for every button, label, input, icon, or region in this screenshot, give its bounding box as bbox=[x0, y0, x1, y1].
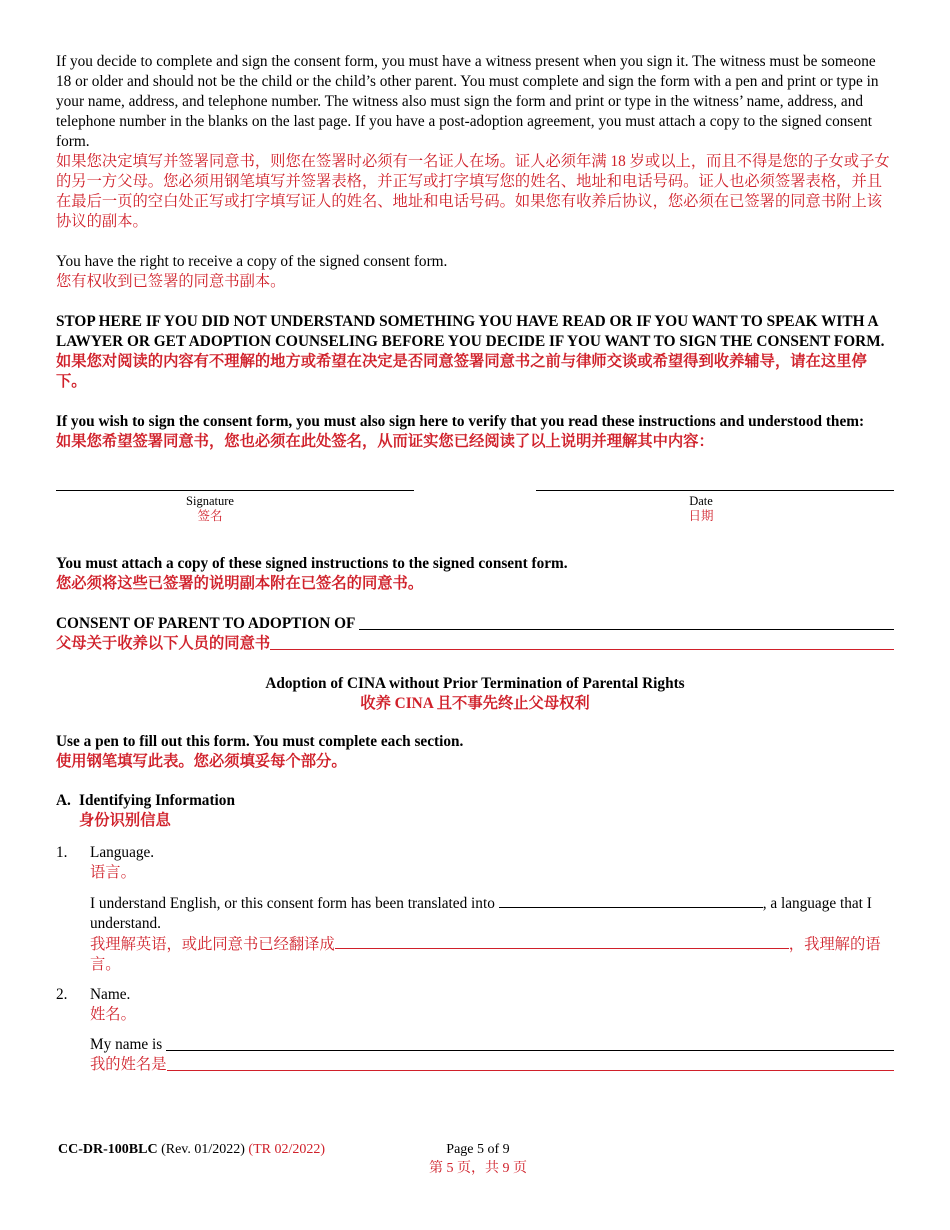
section-a-title-zh: 身份识别信息 bbox=[79, 812, 171, 829]
verify-instructions bbox=[56, 412, 894, 452]
witness-instructions-zh: 如果您决定填写并签署同意书，则您在签署时必须有一名证人在场。证人必须年满 18 岁或以上，而且不得是您的子女或子女的另一方父母。您必须用钢笔填写并签署表格，并正写或打字填写您的姓名、地址和电话号码。证人也必须签署表格，并且在最后一页的空白处正写或打字填写证人的姓名、地址和电话号码。如果您有收养后协议，您必须在已签署的同意书附上该协议的副本。 bbox=[56, 153, 890, 230]
attach-en: You must attach a copy of these signed instructions to the signed consent form. bbox=[56, 555, 568, 572]
document-page bbox=[56, 52, 894, 1075]
language-input-zh[interactable] bbox=[335, 934, 789, 949]
stop-here-zh: 如果您对阅读的内容有不理解的地方或希望在决定是否同意签署同意书之前与律师交谈或希望得到收养辅导，请在这里停下。 bbox=[56, 353, 867, 390]
use-pen-instruction bbox=[56, 732, 894, 772]
attach-notice bbox=[56, 554, 894, 594]
use-pen-zh: 使用钢笔填写此表。您必须填妥每个部分。 bbox=[56, 753, 347, 770]
signature-label bbox=[56, 494, 364, 524]
translation-revision: (TR 02/2022) bbox=[248, 1142, 326, 1157]
section-a-heading bbox=[56, 791, 894, 831]
right-to-copy bbox=[56, 252, 894, 292]
item-1-number: 1. bbox=[56, 844, 68, 861]
name-label-zh: 我的姓名是 bbox=[90, 1056, 167, 1073]
date-line[interactable] bbox=[536, 490, 894, 491]
form-id bbox=[58, 1140, 325, 1159]
consent-title-row-zh bbox=[56, 634, 894, 654]
section-a-number: A. bbox=[56, 792, 71, 809]
witness-instructions-en: If you decide to complete and sign the consent form, you must have a witness present when you sign it. The witness must be someone 18 or older and should not be the child or the child’s other parent. You must complete and sign the form with a pen and print or type in your name, address, and telephone number. The witness also must sign the form and print or type in the witness’ name, address, and telephone number in the blanks on the last page. If you have a post-adoption agreement, you must attach a copy to the signed consent form. bbox=[56, 53, 879, 150]
attach-zh: 您必须将这些已签署的说明副本附在已签名的同意书。 bbox=[56, 575, 424, 592]
item-1-title-zh: 语言。 bbox=[90, 864, 136, 881]
consent-title bbox=[56, 614, 894, 654]
verify-en: If you wish to sign the consent form, you must also sign here to verify that you read these instructions and understood them: bbox=[56, 413, 865, 430]
language-input[interactable] bbox=[499, 893, 763, 908]
page-number-zh: 第 5 页，共 9 页 bbox=[429, 1161, 527, 1176]
consent-title-row-en bbox=[56, 614, 894, 634]
item-2-title-zh: 姓名。 bbox=[90, 1006, 136, 1023]
signature-line[interactable] bbox=[56, 490, 414, 491]
right-to-copy-en: You have the right to receive a copy of the signed consent form. bbox=[56, 253, 448, 270]
stop-here-en: STOP HERE IF YOU DID NOT UNDERSTAND SOMETHING YOU HAVE READ OR IF YOU WANT TO SPEAK WITH A LAWYER OR GET ADOPTION COUNSELING BEFORE YOU DECIDE IF YOU WANT TO SIGN THE CONSENT FORM. bbox=[56, 313, 885, 350]
item-2-title-en: Name. bbox=[90, 986, 131, 1003]
signature-label-zh: 签名 bbox=[197, 509, 223, 523]
item-language bbox=[56, 843, 894, 975]
adoptee-name-line-zh[interactable] bbox=[270, 649, 894, 650]
date-label-en: Date bbox=[689, 494, 713, 508]
subtitle-en: Adoption of CINA without Prior Termination of Parental Rights bbox=[265, 675, 685, 692]
name-input-zh[interactable] bbox=[167, 1070, 895, 1071]
name-input[interactable] bbox=[166, 1050, 894, 1051]
consent-title-zh: 父母关于收养以下人员的同意书 bbox=[56, 635, 271, 652]
signature-row bbox=[56, 472, 894, 542]
name-row-en bbox=[90, 1035, 894, 1055]
language-text-zh-b: ，我理解的语言。 bbox=[90, 936, 881, 973]
language-statement-en bbox=[90, 893, 894, 934]
name-row-zh bbox=[90, 1055, 894, 1075]
language-text-en-a: I understand English, or this consent form has been translated into bbox=[90, 895, 495, 912]
form-number: CC-DR-100BLC bbox=[58, 1142, 158, 1157]
stop-here-warning bbox=[56, 312, 894, 392]
form-revision: (Rev. 01/2022) bbox=[161, 1142, 245, 1157]
item-2-number: 2. bbox=[56, 986, 68, 1003]
signature-label-en: Signature bbox=[186, 494, 234, 508]
language-statement-zh bbox=[90, 934, 894, 975]
form-subtitle bbox=[56, 674, 894, 714]
section-a-title-en: Identifying Information bbox=[79, 792, 235, 809]
page-number bbox=[398, 1140, 558, 1178]
subtitle-zh: 收养 CINA 且不事先终止父母权利 bbox=[360, 695, 590, 712]
verify-zh: 如果您希望签署同意书，您也必须在此处签名，从而证实您已经阅读了以上说明并理解其中内容： bbox=[56, 433, 714, 450]
language-text-en-b: , a language that I understand. bbox=[90, 895, 872, 932]
date-label bbox=[536, 494, 866, 524]
use-pen-en: Use a pen to fill out this form. You must complete each section. bbox=[56, 733, 464, 750]
adoptee-name-line[interactable] bbox=[359, 629, 894, 630]
consent-title-en: CONSENT OF PARENT TO ADOPTION OF bbox=[56, 615, 356, 632]
item-1-title-en: Language. bbox=[90, 844, 155, 861]
right-to-copy-zh: 您有权收到已签署的同意书副本。 bbox=[56, 273, 286, 290]
date-label-zh: 日期 bbox=[688, 509, 714, 523]
item-name bbox=[56, 985, 894, 1075]
witness-instructions bbox=[56, 52, 894, 232]
name-label-en: My name is bbox=[90, 1036, 163, 1053]
language-text-zh-a: 我理解英语，或此同意书已经翻译成 bbox=[90, 936, 335, 953]
page-number-en: Page 5 of 9 bbox=[446, 1142, 510, 1157]
